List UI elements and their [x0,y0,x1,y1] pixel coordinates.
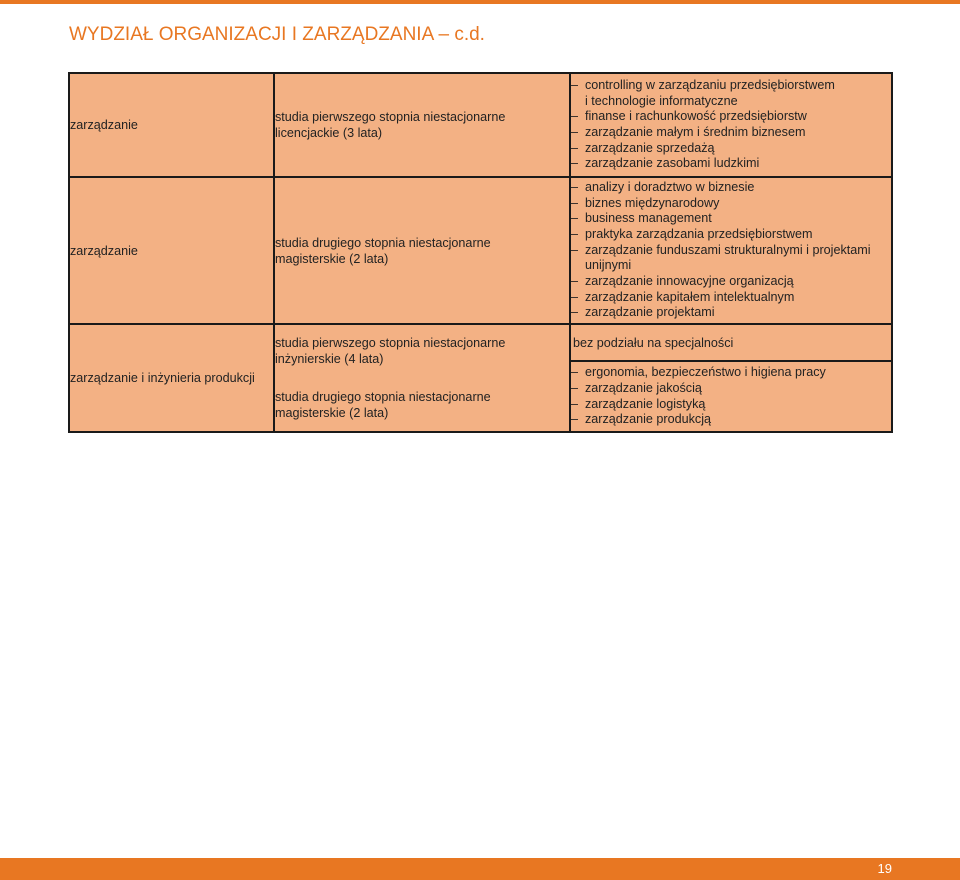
bullet-dash: – [571,226,579,241]
specialization-label: finanse i rachunkowość przedsiębiorstw [585,109,807,124]
study-duration: licencjackie (3 lata) [275,126,383,140]
table-row [69,324,892,361]
page-title: WYDZIAŁ ORGANIZACJI I ZARZĄDZANIA – c.d. [69,24,485,45]
list-item [571,94,891,110]
bullet-dash: – [571,365,579,380]
specialization-label: i technologie informatyczne [585,93,738,108]
bullet-dash: – [571,289,579,304]
field-name: zarządzanie [70,243,138,258]
bullet-dash: – [571,156,579,171]
study-duration: magisterskie (2 lata) [275,251,389,266]
study-level: studia drugiego stopnia niestacjonarne [275,235,491,250]
list-item [571,381,891,397]
bullet-dash: – [571,109,579,124]
field-name: zarządzanie [70,118,138,132]
study-duration: magisterskie (2 lata) [275,406,389,420]
studies-cell [274,177,570,324]
specialization-label: zarządzanie sprzedażą [585,140,715,155]
specialization-label: zarządzanie jakością [585,380,702,395]
bullet-dash: – [571,242,579,257]
specialization-label: praktyka zarządzania przedsiębiorstwem [585,226,813,241]
programs-table [68,72,893,433]
field-name: zarządzanie i inżynieria produkcji [70,371,255,385]
study-type [275,235,569,267]
top-accent-bar [0,0,960,4]
specialization-label: controlling w zarządzaniu przedsiębiorstwem [585,77,835,92]
specialization-label: ergonomia, bezpieczeństwo i higiena pracy [585,365,826,380]
specializations-cell [570,324,892,361]
specialization-label: zarządzanie innowacyjne organizacją [585,274,794,289]
list-item [571,156,891,172]
specialization-label: biznes międzynarodowy [585,195,720,210]
list-item [571,78,891,94]
studies-cell [274,324,570,432]
table-row [69,73,892,177]
list-item [571,141,891,157]
bullet-dash: – [571,140,579,155]
list-item [571,290,891,306]
studies-cell [274,73,570,177]
field-cell [69,177,274,324]
list-item [571,227,891,243]
study-level: studia pierwszego stopnia niestacjonarne [275,110,506,124]
specialization-label: unijnymi [585,258,632,273]
bullet-dash: – [571,412,579,427]
list-item [571,274,891,290]
list-item [571,305,891,321]
study-type [275,389,569,421]
list-item [571,125,891,141]
study-duration: inżynierskie (4 lata) [275,352,384,366]
list-item [571,180,891,196]
list-item [571,258,891,274]
study-level: studia drugiego stopnia niestacjonarne [275,390,491,404]
bullet-dash: – [571,77,579,92]
bullet-dash: – [571,179,579,194]
bottom-accent-bar [0,858,960,880]
specialization-label: zarządzanie logistyką [585,396,706,411]
study-type [275,335,569,367]
study-type [275,109,569,141]
specialization-label: zarządzanie produkcją [585,412,712,427]
specialization-label: zarządzanie kapitałem intelektualnym [585,289,795,304]
specialization-label: business management [585,211,712,226]
specialization-label: zarządzanie małym i średnim biznesem [585,125,806,139]
specialization-label: zarządzanie projektami [585,305,715,320]
specialization-label: analizy i doradztwo w biznesie [585,179,755,194]
list-item [571,109,891,125]
list-item [571,211,891,227]
field-cell [69,324,274,432]
specialization-list [571,180,891,321]
specializations-cell [570,73,892,177]
specialization-list [571,365,891,428]
bullet-dash: – [571,195,579,210]
table-row [69,177,892,324]
list-item [571,397,891,413]
study-level: studia pierwszego stopnia niestacjonarne [275,336,506,350]
list-item [571,365,891,381]
list-item [571,196,891,212]
bullet-dash: – [571,380,579,395]
field-cell [69,73,274,177]
no-specialization-note: bez podziału na specjalności [573,336,734,350]
specializations-cell [570,361,892,432]
bullet-dash: – [571,211,579,226]
specialization-label: zarządzanie zasobami ludzkimi [585,156,760,171]
specialization-label: zarządzanie funduszami strukturalnymi i projektami [585,242,871,257]
specializations-cell [570,177,892,324]
bullet-dash: – [571,274,579,289]
bullet-dash: – [571,305,579,320]
list-item [571,243,891,259]
bullet-dash: – [571,396,579,411]
page-number: 19 [877,861,892,876]
bullet-dash: – [571,125,579,139]
list-item [571,412,891,428]
specialization-list [571,78,891,172]
